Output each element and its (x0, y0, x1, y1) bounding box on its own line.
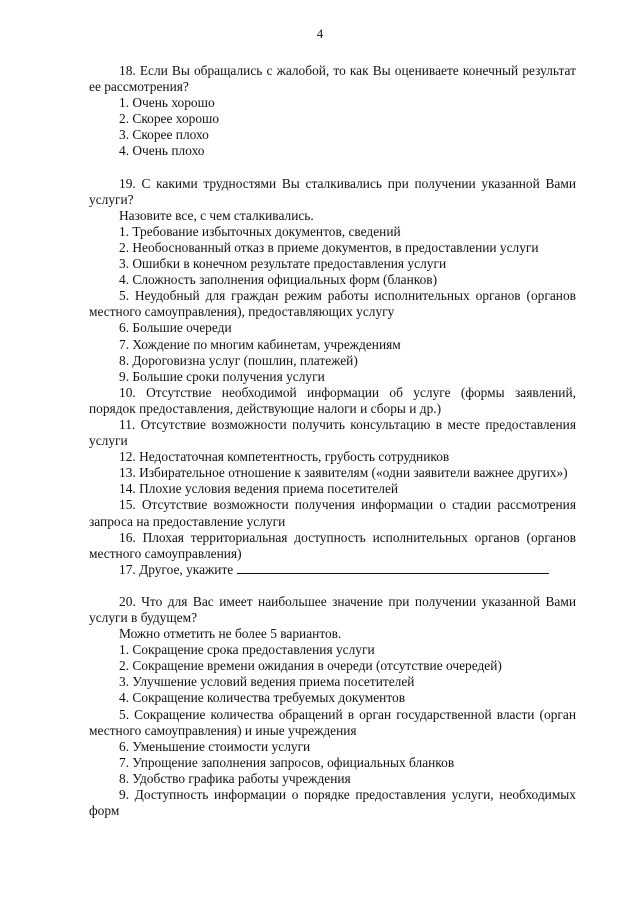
q19-option: 15. Отсутствие возможности получения информации о стадии рассмотрения запроса на предоставление услуги (89, 497, 576, 529)
q20-option: 3. Улучшение условий ведения приема посетителей (119, 674, 415, 690)
q19-option: 14. Плохие условия ведения приема посетителей (119, 481, 399, 497)
q19-instruction: Назовите все, с чем сталкивались. (119, 207, 314, 223)
q20-option: 8. Удобство графика работы учреждения (119, 770, 351, 786)
questionnaire-body (89, 63, 576, 819)
spacer (89, 160, 576, 176)
q19-other-blank-line[interactable] (237, 562, 549, 574)
q19-option: 5. Неудобный для граждан режим работы исполнительных органов (органов местного самоуправления), предоставляющих услугу (89, 288, 576, 320)
q19-other-label: 17. Другое, укажите (119, 561, 234, 577)
q18-option: 3. Скорее плохо (119, 127, 209, 143)
q20-option: 1. Сокращение срока предоставления услуги (119, 642, 375, 658)
q19-option: 8. Дороговизна услуг (пошлин, платежей) (119, 352, 358, 368)
spacer (89, 578, 576, 594)
q20-option: 6. Уменьшение стоимости услуги (119, 738, 311, 754)
q19-option: 6. Большие очереди (119, 320, 232, 336)
q20-option: 7. Упрощение заполнения запросов, официальных бланков (119, 754, 455, 770)
page-number: 4 (316, 26, 324, 41)
q18-option: 2. Скорее хорошо (119, 111, 220, 127)
q19-option-other (89, 562, 576, 578)
q20-option: 4. Сокращение количества требуемых документов (119, 690, 406, 706)
q20-option: 5. Сокращение количества обращений в орган государственной власти (орган местного самоуправления) и иные учреждения (89, 706, 576, 738)
q19-option: 9. Большие сроки получения услуги (119, 368, 325, 384)
q20-option: 9. Доступность информации о порядке предоставления услуги, необходимых форм (89, 787, 576, 819)
q19-option: 16. Плохая территориальная доступность исполнительных органов (органов местного самоуправления) (89, 529, 576, 561)
q19-option: 3. Ошибки в конечном результате предоставления услуги (119, 256, 447, 272)
q20-instruction: Можно отметить не более 5 вариантов. (119, 626, 342, 642)
question-18: 18. Если Вы обращались с жалобой, то как Вы оцениваете конечный результат ее рассмотрения? (89, 63, 576, 95)
q20-option: 2. Сокращение времени ожидания в очереди (отсутствие очередей) (119, 658, 502, 674)
q19-option: 1. Требование избыточных документов, сведений (119, 223, 401, 239)
q19-option: 10. Отсутствие необходимой информации об услуге (формы заявлений, порядок предоставления, действующие налоги и сборы и др.) (89, 384, 576, 416)
q19-option: 2. Необоснованный отказ в приеме документов, в предоставлении услуги (119, 239, 539, 255)
q19-option: 12. Недостаточная компетентность, грубость сотрудников (119, 449, 450, 465)
q19-option: 13. Избирательное отношение к заявителям («одни заявители важнее других») (119, 465, 568, 481)
question-19: 19. С какими трудностями Вы сталкивались при получении указанной Вами услуги? (89, 175, 576, 207)
q18-option: 4. Очень плохо (119, 143, 205, 159)
question-20: 20. Что для Вас имеет наибольшее значение при получении указанной Вами услуги в будущем? (89, 593, 576, 625)
q18-option: 1. Очень хорошо (119, 95, 215, 111)
q19-option: 7. Хождение по многим кабинетам, учреждениям (119, 336, 401, 352)
q19-option: 11. Отсутствие возможности получить консультацию в месте предоставления услуги (89, 416, 576, 449)
q19-option: 4. Сложность заполнения официальных форм (бланков) (119, 272, 438, 288)
